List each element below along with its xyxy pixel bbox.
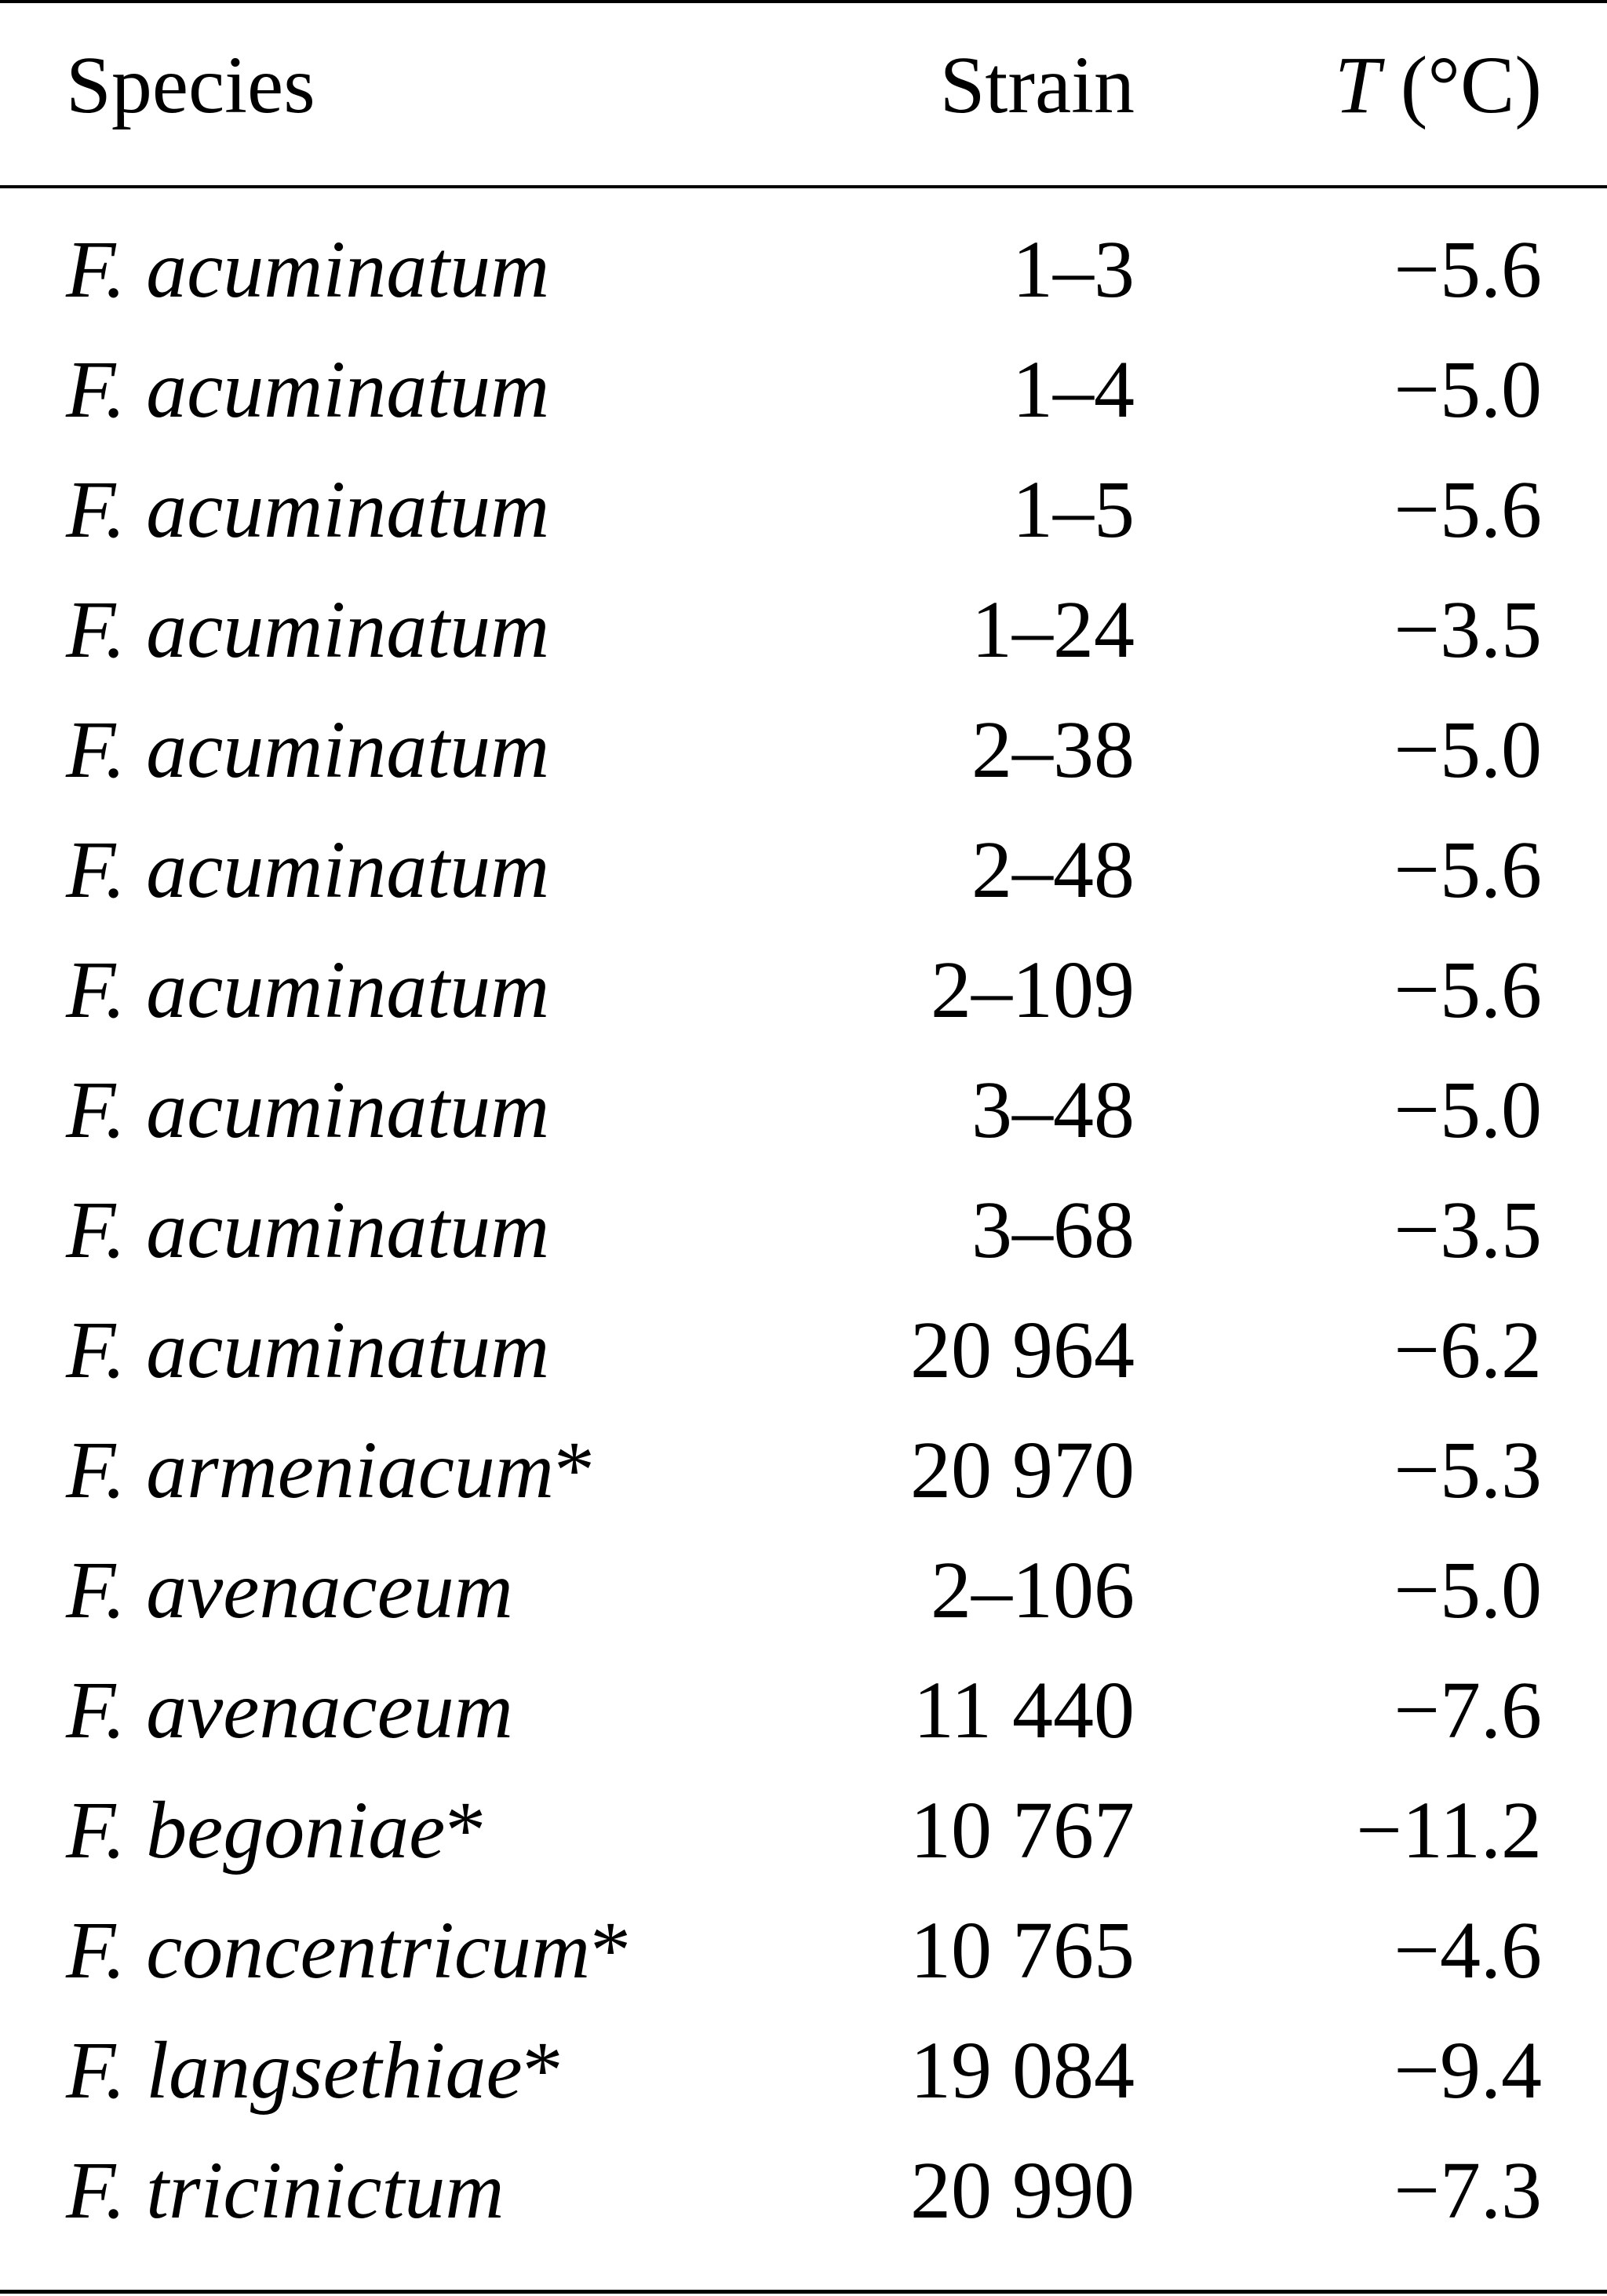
species-epithet: acuminatum	[146, 1305, 550, 1395]
table-row-temperature: −5.0	[1394, 1065, 1542, 1155]
species-epithet: acuminatum	[146, 705, 550, 795]
table-row-temperature: −7.3	[1394, 2145, 1542, 2236]
table-row-species	[66, 1305, 550, 1395]
species-epithet: avenaceum	[146, 1545, 513, 1635]
table-row-strain: 20 990	[910, 2145, 1135, 2236]
species-epithet: acuminatum	[146, 1065, 550, 1155]
table-row-temperature: −5.0	[1394, 1545, 1542, 1635]
table-row-temperature: −7.6	[1394, 1665, 1542, 1755]
table-row-species	[66, 585, 550, 675]
table-row-species	[66, 1905, 632, 1995]
species-genus: F.	[66, 1905, 126, 1995]
table-row-strain: 2–109	[931, 945, 1135, 1035]
table-row-strain: 2–106	[931, 1545, 1135, 1635]
header-temperature-variable: T	[1334, 40, 1380, 130]
species-epithet: begoniae	[146, 1785, 446, 1875]
table-row-strain: 10 765	[910, 1905, 1135, 1995]
table-row-strain: 2–38	[971, 705, 1135, 795]
species-epithet: acuminatum	[146, 344, 550, 435]
table-row-strain: 19 084	[910, 2025, 1135, 2116]
table-row-strain: 3–68	[971, 1185, 1135, 1275]
table-row-temperature: −5.6	[1394, 224, 1542, 315]
table-row-strain: 20 970	[910, 1425, 1135, 1515]
table-row-species	[66, 1785, 486, 1875]
species-genus: F.	[66, 705, 126, 795]
header-species: Species	[66, 40, 315, 130]
table-row-species	[66, 2145, 505, 2236]
table-row-temperature: −6.2	[1394, 1305, 1542, 1395]
species-genus: F.	[66, 1665, 126, 1755]
bottom-rule	[0, 2290, 1607, 2294]
table-row-temperature: −4.6	[1394, 1905, 1542, 1995]
table-row-temperature: −9.4	[1394, 2025, 1542, 2116]
species-genus: F.	[66, 1545, 126, 1635]
table-row-temperature: −5.0	[1394, 344, 1542, 435]
species-epithet: acuminatum	[146, 945, 550, 1035]
species-genus: F.	[66, 344, 126, 435]
species-footnote-mark: *	[522, 2025, 563, 2116]
species-epithet: acuminatum	[146, 465, 550, 555]
table-row-temperature: −5.6	[1394, 825, 1542, 915]
header-rule	[0, 185, 1607, 188]
table-row-species	[66, 705, 550, 795]
table-row-species	[66, 1665, 513, 1755]
table-row-temperature: −3.5	[1394, 1185, 1542, 1275]
species-genus: F.	[66, 1305, 126, 1395]
table-row-species	[66, 825, 550, 915]
table-row-temperature: −5.3	[1394, 1425, 1542, 1515]
species-epithet: acuminatum	[146, 1185, 550, 1275]
species-genus: F.	[66, 1185, 126, 1275]
header-strain: Strain	[939, 40, 1135, 130]
table-row-temperature: −5.6	[1394, 945, 1542, 1035]
species-footnote-mark: *	[445, 1785, 486, 1875]
species-epithet: acuminatum	[146, 224, 550, 315]
species-epithet: acuminatum	[146, 825, 550, 915]
species-genus: F.	[66, 2025, 126, 2116]
species-epithet: avenaceum	[146, 1665, 513, 1755]
table-row-species	[66, 1185, 550, 1275]
species-epithet: concentricum	[146, 1905, 591, 1995]
species-genus: F.	[66, 1785, 126, 1875]
table-row-strain: 10 767	[910, 1785, 1135, 1875]
species-genus: F.	[66, 825, 126, 915]
species-epithet: acuminatum	[146, 585, 550, 675]
table-row-temperature: −5.0	[1394, 705, 1542, 795]
header-temperature	[1334, 40, 1542, 130]
table-row-species	[66, 1065, 550, 1155]
species-epithet: tricinictum	[146, 2145, 505, 2236]
table-row-strain: 1–3	[1012, 224, 1135, 315]
table-row-species	[66, 1545, 513, 1635]
table-row-temperature: −11.2	[1356, 1785, 1542, 1875]
table-row-species	[66, 2025, 563, 2116]
table-row-strain: 1–5	[1012, 465, 1135, 555]
species-footnote-mark: *	[554, 1425, 596, 1515]
table-row-strain: 1–24	[971, 585, 1135, 675]
species-genus: F.	[66, 465, 126, 555]
top-rule	[0, 0, 1607, 3]
table-row-strain: 3–48	[971, 1065, 1135, 1155]
table-row-strain: 1–4	[1012, 344, 1135, 435]
table-row-temperature: −5.6	[1394, 465, 1542, 555]
species-genus: F.	[66, 585, 126, 675]
table-row-strain: 20 964	[910, 1305, 1135, 1395]
species-genus: F.	[66, 945, 126, 1035]
species-epithet: armeniacum	[146, 1425, 555, 1515]
species-genus: F.	[66, 1425, 126, 1515]
species-genus: F.	[66, 2145, 126, 2236]
table-row-species	[66, 945, 550, 1035]
table-row-temperature: −3.5	[1394, 585, 1542, 675]
table-row-species	[66, 224, 550, 315]
table-row-strain: 2–48	[971, 825, 1135, 915]
species-footnote-mark: *	[590, 1905, 632, 1995]
table-row-species	[66, 1425, 596, 1515]
table-row-species	[66, 344, 550, 435]
species-genus: F.	[66, 1065, 126, 1155]
header-temperature-unit: (°C)	[1379, 40, 1542, 130]
table-row-species	[66, 465, 550, 555]
species-epithet: langsethiae	[146, 2025, 523, 2116]
table-row-strain: 11 440	[913, 1665, 1135, 1755]
species-genus: F.	[66, 224, 126, 315]
